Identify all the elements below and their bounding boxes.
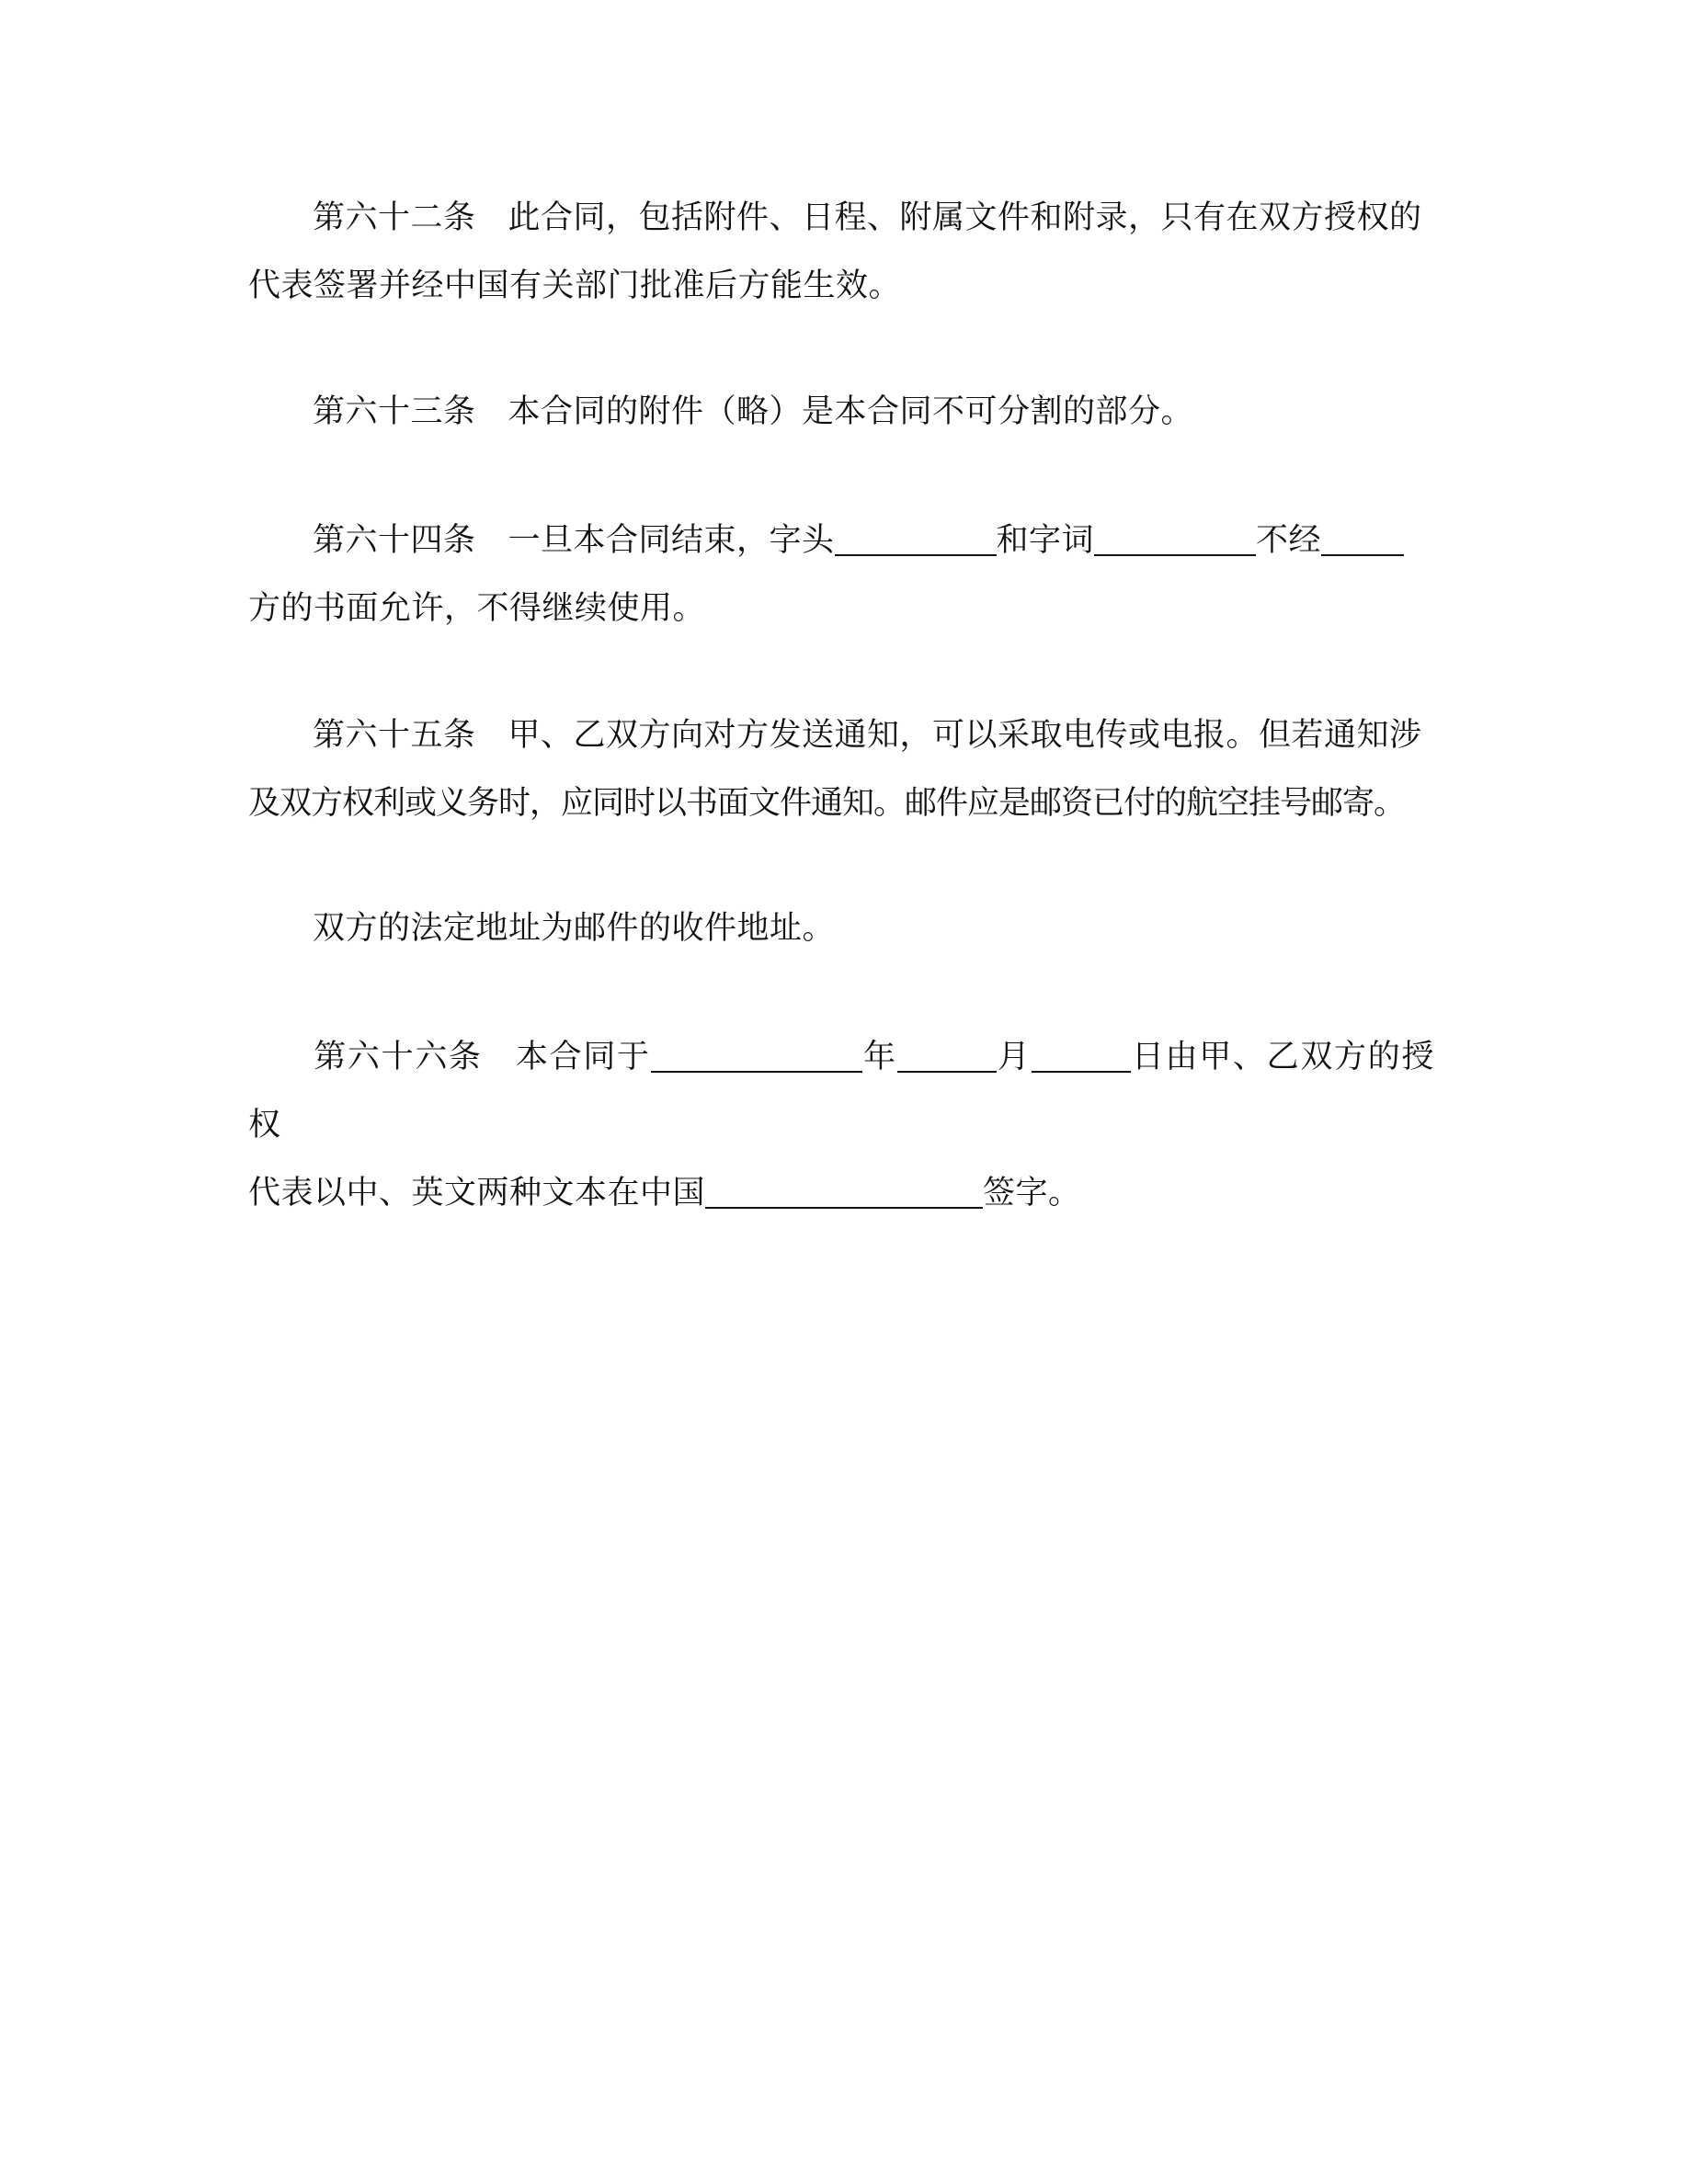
article-66-text-6: 签字。 xyxy=(983,1175,1081,1211)
article-62-line-2 xyxy=(248,252,1434,320)
fill-blank-trade-words[interactable] xyxy=(1094,523,1256,556)
fill-blank-month[interactable] xyxy=(897,1040,997,1073)
article-66 xyxy=(248,1023,1434,1227)
article-62-line-1 xyxy=(248,184,1434,252)
article-64-text-2: 和字词 xyxy=(996,522,1095,559)
article-66-line-1 xyxy=(248,1023,1434,1159)
fill-blank-signing-place[interactable] xyxy=(705,1176,983,1209)
article-63-line-1 xyxy=(248,378,1434,446)
article-66-text-4: 日由甲、乙双方的授权 xyxy=(248,1039,1434,1143)
article-62 xyxy=(248,184,1434,320)
article-63-heading: 第六十三条 xyxy=(313,393,476,430)
article-66-heading: 第六十六条 xyxy=(313,1039,483,1075)
article-64 xyxy=(248,506,1434,643)
fill-blank-year[interactable] xyxy=(651,1040,862,1073)
article-65-line-3 xyxy=(248,894,1434,962)
article-64-text-4: 方的书面允许，不得继续使用。 xyxy=(248,590,706,627)
article-63 xyxy=(248,378,1434,446)
article-65-text-1: 甲、乙双方向对方发送通知，可以采取电传或电报。但若通知涉 xyxy=(508,717,1422,754)
article-62-text-2: 代表签署并经中国有关部门批准后方能生效。 xyxy=(248,267,902,304)
article-64-line-1 xyxy=(248,506,1434,574)
article-65 xyxy=(248,701,1434,837)
article-66-text-3: 月 xyxy=(996,1039,1032,1075)
article-66-text-1: 本合同于 xyxy=(514,1039,651,1075)
article-63-text-1: 本合同的附件（略）是本合同不可分割的部分。 xyxy=(508,393,1194,430)
article-64-text-1: 一旦本合同结束，字头 xyxy=(508,522,835,559)
article-66-text-2: 年 xyxy=(861,1039,897,1075)
article-66-line-2 xyxy=(248,1159,1434,1227)
article-65-text-2: 及双方权利或义务时，应同时以书面文件通知。邮件应是邮资已付的航空挂号邮寄。 xyxy=(248,785,1406,822)
article-65-line-2 xyxy=(248,769,1434,837)
fill-blank-trade-name[interactable] xyxy=(835,523,997,556)
article-65-text-3: 双方的法定地址为邮件的收件地址。 xyxy=(313,910,836,947)
fill-blank-day[interactable] xyxy=(1032,1040,1131,1073)
article-65-line-1 xyxy=(248,701,1434,769)
article-65-paragraph-2 xyxy=(248,894,1434,962)
article-64-text-3: 不经 xyxy=(1256,522,1322,559)
article-64-line-2 xyxy=(248,574,1434,643)
article-64-heading: 第六十四条 xyxy=(313,522,476,559)
fill-blank-party[interactable] xyxy=(1321,523,1404,556)
article-65-heading: 第六十五条 xyxy=(313,717,476,754)
article-66-text-5: 代表以中、英文两种文本在中国 xyxy=(248,1175,706,1211)
article-62-text-1: 此合同，包括附件、日程、附属文件和附录，只有在双方授权的 xyxy=(508,199,1422,236)
article-62-heading: 第六十二条 xyxy=(313,199,476,236)
